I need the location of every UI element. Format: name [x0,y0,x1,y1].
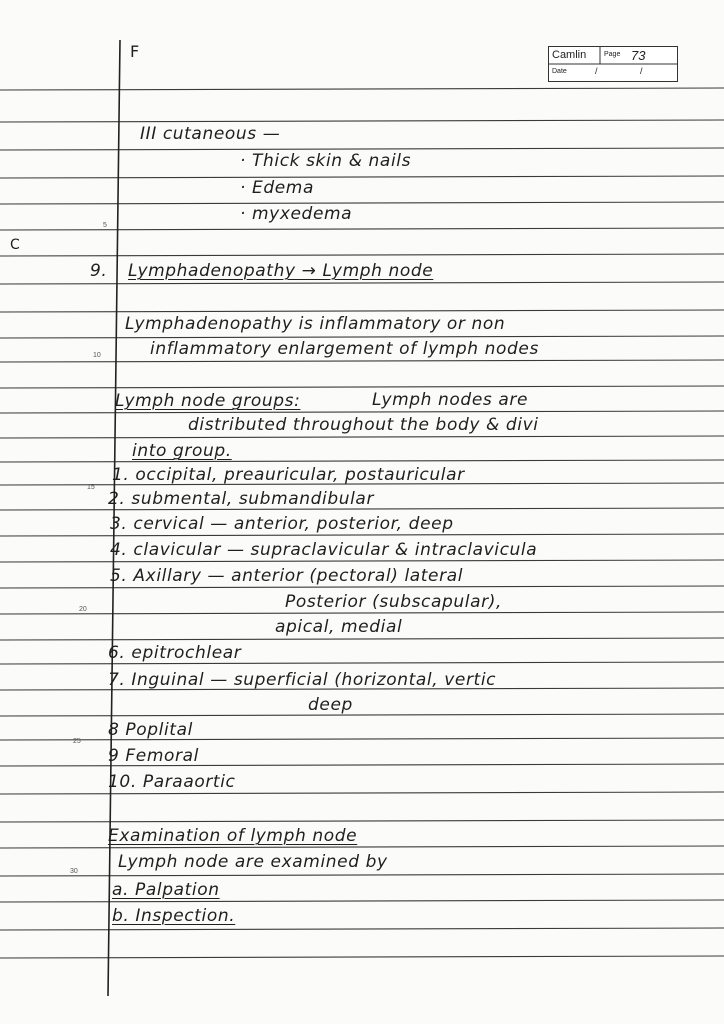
box-dividers [549,47,677,81]
section-number: 9. [90,261,108,281]
exam-heading: Examination of lymph node [108,826,358,846]
cutaneous-item: · Edema [240,178,314,198]
group-item: 4. clavicular — supraclavicular & intraclavicula [110,540,538,560]
margin-number: 25 [73,738,81,745]
exam-line: Lymph node are examined by [118,852,388,872]
exam-item: a. Palpation [112,880,220,900]
group-item: Posterior (subscapular), [285,592,502,612]
margin-mark: C [10,237,21,253]
group-item: 7. Inguinal — superficial (horizontal, vertic [108,670,497,690]
cutaneous-item: · myxedema [240,204,353,224]
group-item: apical, medial [275,617,403,637]
groups-text: Lymph nodes are [372,390,529,410]
cutaneous-heading: III cutaneous — [140,124,281,144]
definition-line: Lymphadenopathy is inflammatory or non [125,314,506,334]
definition-line: inflammatory enlargement of lymph nodes [150,339,539,359]
brand-label: Camlin [552,49,587,61]
group-item: 1. occipital, preauricular, postauricular [112,465,465,485]
groups-text: into group. [132,441,232,461]
margin-number: 5 [103,222,107,229]
cutaneous-item: · Thick skin & nails [240,151,412,171]
date-value: / / [595,66,643,76]
page-label: Page [604,51,621,58]
date-label: Date [552,68,567,75]
group-item: 9 Femoral [108,746,199,766]
corner-mark: F [130,42,140,61]
margin-number: 20 [79,606,87,613]
page-date-box [548,46,678,82]
group-item: deep [308,695,353,715]
group-item: 2. submental, submandibular [108,489,375,509]
margin-number: 15 [87,484,95,491]
margin-number: 30 [70,868,78,875]
group-item: 6. epitrochlear [108,643,242,663]
group-item: 8 Poplital [108,720,193,740]
groups-heading: Lymph node groups: [115,391,301,411]
exam-item: b. Inspection. [112,906,236,926]
group-item: 10. Paraaortic [108,772,236,792]
group-item: 5. Axillary — anterior (pectoral) lateral [110,566,464,586]
margin-number: 10 [93,352,101,359]
groups-text: distributed throughout the body & divi [188,415,539,435]
section-title: Lymphadenopathy → Lymph node [128,261,434,281]
group-item: 3. cervical — anterior, posterior, deep [110,514,454,534]
page-number: 73 [631,48,646,63]
